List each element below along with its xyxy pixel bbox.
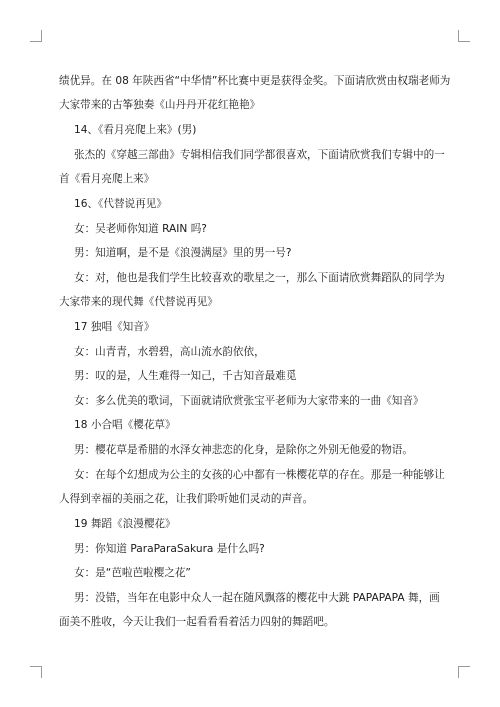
dialogue-line: 男：樱花草是希腊的水泽女神悲恋的化身，是除你之外别无他爱的物语。 — [74, 444, 413, 456]
dialogue-line: 女：是“芭啦芭啦樱之花” — [74, 567, 191, 579]
item-heading: 14、《看月亮爬上来》(男) — [74, 124, 197, 136]
dialogue-line: 男：叹的是，人生难得一知己，千古知音最难觅 — [74, 370, 297, 382]
dialogue-line: 男：你知道 ParaParaSakura 是什么吗? — [74, 543, 265, 555]
text-line: 张杰的《穿越三部曲》专辑相信我们同学都很喜欢，下面请欣赏我们专辑中的一 — [74, 149, 445, 161]
item-heading: 16、《代替说再见》 — [74, 198, 167, 210]
text-line: 面美不胜收，今天让我们一起看看看着活力四射的舞蹈吧。 — [59, 616, 335, 628]
dialogue-line: 女：吴老师你知道 RAIN 吗? — [74, 223, 207, 235]
dialogue-line: 女：山青青，水碧碧，高山流水韵依依， — [74, 346, 265, 358]
item-heading: 17 独唱《知音》 — [74, 321, 155, 333]
dialogue-line: 女：多么优美的歌词，下面就请欣赏张宝平老师为大家带来的一曲《知音》 — [74, 395, 424, 407]
item-heading: 19 舞蹈《浪漫樱花》 — [74, 518, 176, 530]
dialogue-line: 男：没错，当年在电影中众人一起在随风飘落的樱花中大跳 PAPAPAPA 舞，画 — [74, 592, 440, 604]
dialogue-line: 女：在每个幻想成为公主的女孩的心中都有一株樱花草的存在。那是一种能够让 — [74, 469, 445, 481]
dialogue-line: 男：知道啊，是不是《浪漫满屋》里的男一号? — [74, 247, 292, 259]
dialogue-line: 女：对，他也是我们学生比较喜欢的歌星之一，那么下面请欣赏舞蹈队的同学为 — [74, 272, 445, 284]
text-line: 首《看月亮爬上来》 — [59, 173, 155, 185]
text-line: 大家带来的古筝独奏《山丹丹开花红艳艳》 — [59, 99, 261, 111]
text-line: 绩优异。在 08 年陕西省“中华情”杯比赛中更是获得金奖。下面请欣赏由权瑞老师为 — [59, 75, 451, 87]
item-heading: 18 小合唱《樱花草》 — [74, 419, 176, 431]
text-line: 人得到幸福的美丽之花，让我们聆听她们灵动的声音。 — [59, 493, 314, 505]
text-line: 大家带来的现代舞《代替说再见》 — [59, 296, 218, 308]
